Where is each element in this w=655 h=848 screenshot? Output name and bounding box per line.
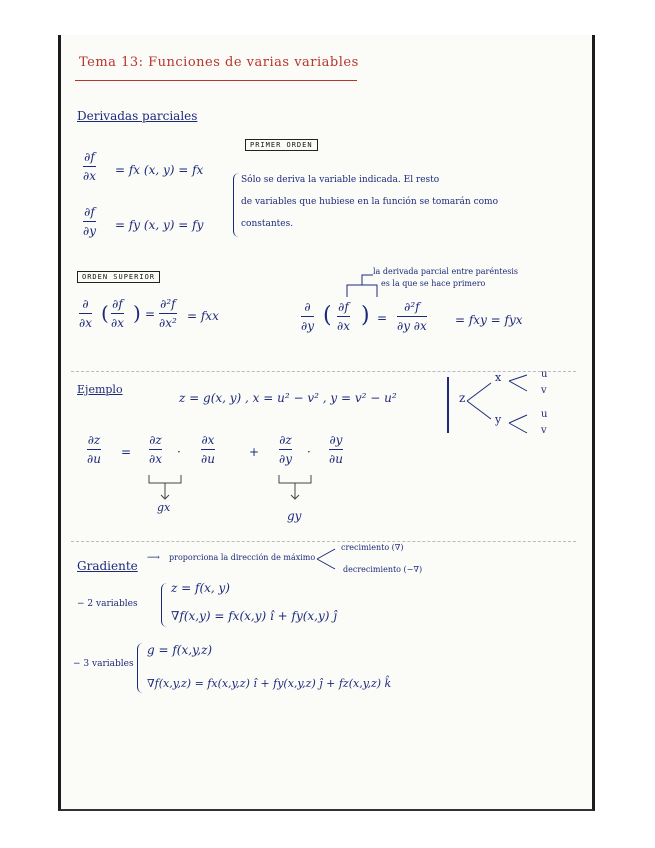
example-heading: Ejemplo [77,383,123,396]
chain-lhs-num: ∂z [87,433,101,447]
ho-right-op-den: ∂y [301,319,314,333]
two-vars-brace [161,583,168,627]
chain-term-4 [329,433,343,466]
ho-right-inner [337,300,350,333]
tree-v2: v [541,425,547,436]
ho-left-result [159,297,177,330]
ho-right-op-num: ∂ [304,300,311,314]
ho-left-res-den: ∂x² [159,316,177,330]
chain-t2-den: ∂u [201,452,215,466]
df-dx-fraction [83,150,96,183]
ho-left-res-num: ∂²f [160,297,176,311]
chain-t1-den: ∂x [149,452,162,466]
tree-u1: u [541,369,548,380]
higher-order-box: ORDEN SUPERIOR [77,271,160,283]
grad-down: decrecimiento (−∇) [343,565,423,574]
three-vars-label: − 3 variables [73,659,134,669]
gradient-fork [315,545,339,573]
first-order-box: PRIMER ORDEN [245,139,318,151]
chain-label-fy: gy [287,509,302,523]
two-vars-label: − 2 variables [77,599,138,609]
ho-left-in-den: ∂x [111,316,124,330]
chain-t4-den: ∂u [329,452,343,466]
chain-t4-num: ∂y [329,433,343,447]
paren-close: ) [361,303,370,328]
note-brace [233,173,240,237]
tree-z: z [459,391,466,405]
paren-open: ( [101,301,109,325]
chain-t3-den: ∂y [279,452,292,466]
fy-equation: = fy (x, y) = fy [115,218,204,232]
chain-lhs [87,433,101,466]
fx-equation: = fx (x, y) = fx [115,163,204,177]
dot-operator: · [307,445,311,459]
ho-right-res-num: ∂²f [404,300,420,314]
note-line-1: Sólo se deriva la variable indicada. El resto [241,175,440,185]
gradient-heading: Gradiente [77,559,138,573]
tree-u2: u [541,409,548,420]
df-dy-fraction [83,205,96,238]
equals-sign: = [377,311,388,325]
paren-open: ( [323,303,332,328]
note-line-3: constantes. [241,219,294,229]
plus-sign: + [249,445,260,459]
chain-term-2 [201,433,215,466]
three-vars-eq-2: ∇f(x,y,z) = fx(x,y,z) î + fy(x,y,z) ĵ + fz(x,y,z) k̂ [147,677,392,690]
arrow-icon: ⟶ [147,553,160,563]
equals-sign: = [145,307,156,321]
title-underline [75,80,357,81]
chain-lhs-den: ∂u [87,452,101,466]
partial-heading: Derivadas parciales [77,109,198,123]
ho-right-res-den: ∂y ∂x [397,319,427,333]
ho-left-operator [79,297,92,330]
ho-left-op-num: ∂ [82,297,89,311]
ho-right-operator [301,300,314,333]
gradient-desc: proporciona la dirección de máximo [169,553,316,562]
chain-t1-num: ∂z [149,433,162,447]
chain-term-1 [149,433,162,466]
grad-up: crecimiento (∇) [341,543,404,552]
note-line-2: de variables que hubiese en la función se tomarán como [241,197,498,207]
df-dx-den: ∂x [83,169,96,183]
ho-left-op-den: ∂x [79,316,92,330]
ho-right-in-num: ∂f [338,300,349,314]
three-vars-brace [137,643,144,693]
df-dy-den: ∂y [83,224,96,238]
notebook-page [58,35,595,811]
tree-y: y [495,413,502,426]
two-vars-eq-2: ∇f(x,y) = fx(x,y) î + fy(x,y) ĵ [171,609,337,623]
separator [71,541,576,542]
ho-left-in-num: ∂f [112,297,123,311]
paren-close: ) [133,301,141,325]
chain-t2-num: ∂x [201,433,215,447]
chain-t3-num: ∂z [279,433,292,447]
ho-note-line-1: la derivada parcial entre paréntesis [373,267,518,276]
tree-v1: v [541,385,547,396]
df-dx-num: ∂f [84,150,95,164]
chain-label-fx: gx [157,501,171,514]
ho-left-eq: = fxx [187,309,219,323]
ho-right-eq: = fxy = fyx [455,313,523,327]
example-equation: z = g(x, y) , x = u² − v² , y = v² − u² [179,391,397,405]
page-title: Tema 13: Funciones de varias variables [79,55,359,70]
df-dy-num: ∂f [84,205,95,219]
ho-right-result [397,300,427,333]
equals-sign: = [121,445,132,459]
two-vars-eq-1: z = f(x, y) [171,581,230,595]
ho-note-line-2: es la que se hace primero [381,279,486,288]
three-vars-eq-1: g = f(x,y,z) [147,643,213,657]
chain-term-3 [279,433,292,466]
tree-x: x [495,371,502,384]
ho-right-in-den: ∂x [337,319,350,333]
dot-operator: · [177,445,181,459]
fy-bracket [275,473,315,505]
ho-left-inner [111,297,124,330]
